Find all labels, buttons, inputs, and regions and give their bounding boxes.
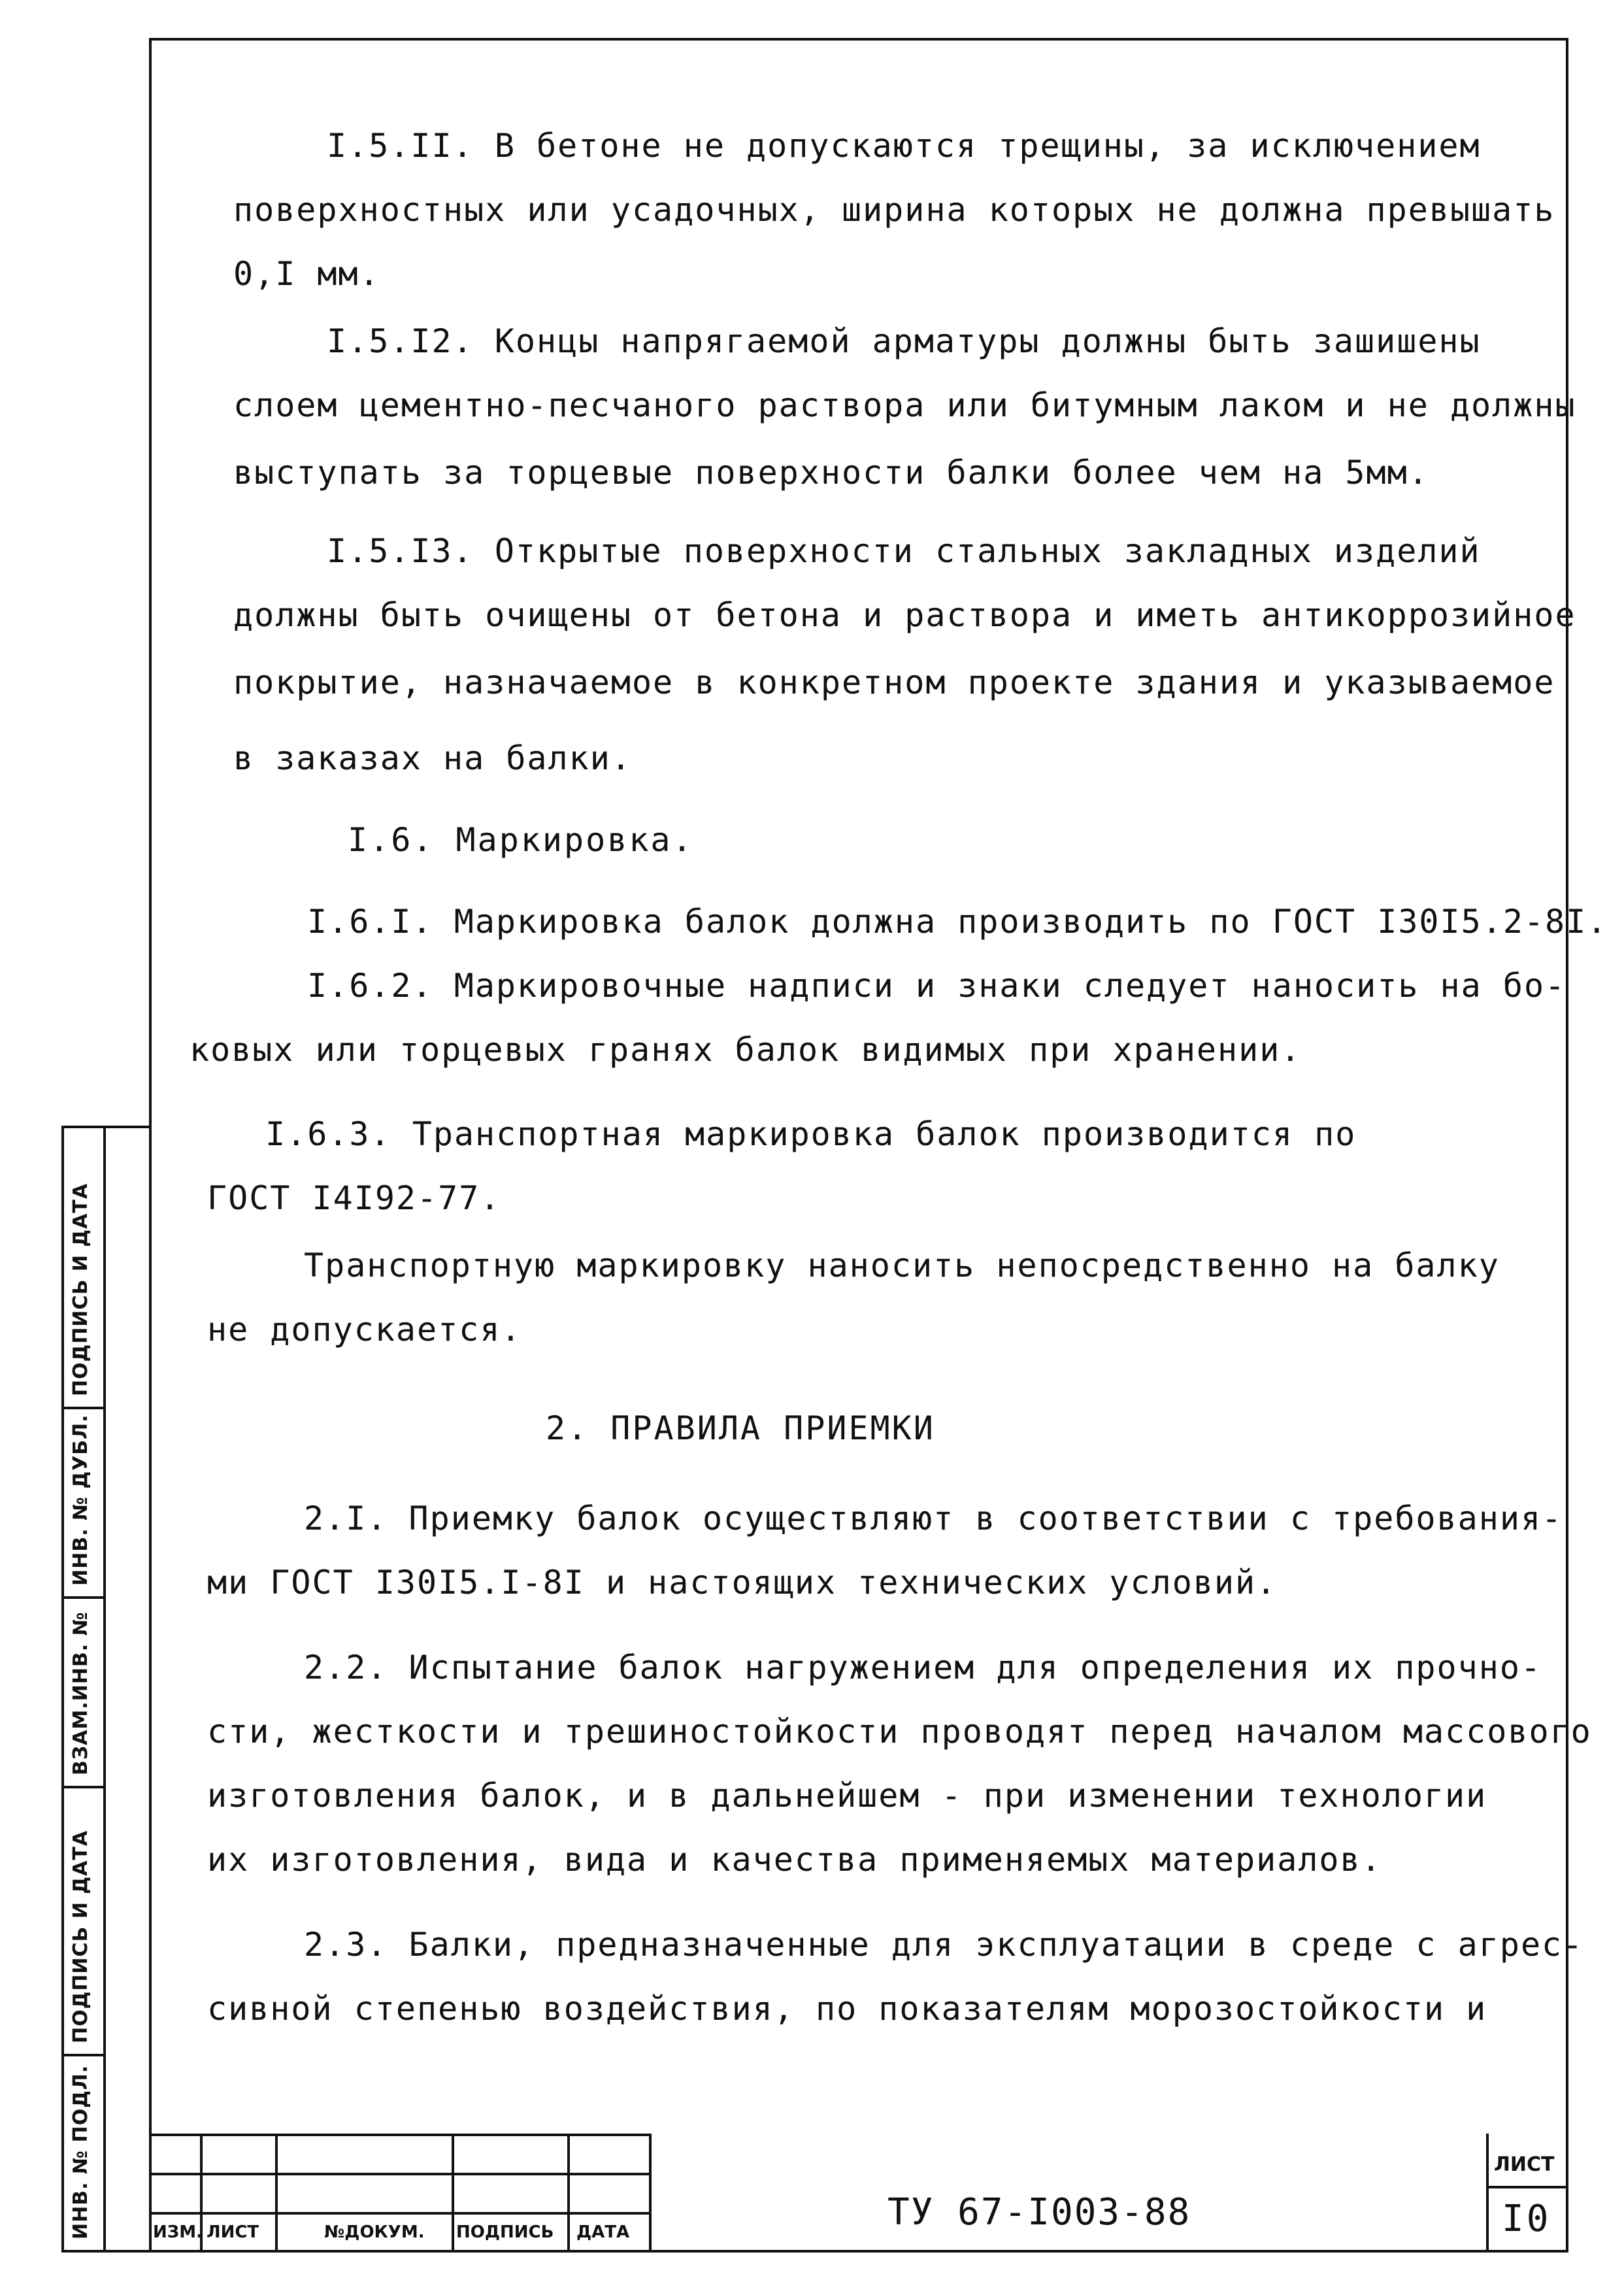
text-line: не допускается. (207, 1311, 522, 1349)
stamp-line (1486, 2134, 1489, 2253)
side-stamp (61, 1126, 149, 2253)
col-doc-label: №ДОКУМ. (324, 2222, 425, 2242)
text-line: 2.3. Балки, предназначенные для эксплуатации в среде с агрес- (304, 1926, 1584, 1964)
side-cell-orig-inv (64, 2056, 103, 2255)
stamp-line (649, 2134, 652, 2253)
sheet-label: ЛИСТ (1494, 2153, 1555, 2176)
col-izm-label: ИЗМ. (153, 2222, 203, 2242)
text-line: ковых или торцевых гранях балок видимых при хранении. (190, 1031, 1302, 1069)
text-line: ми ГОСТ I30I5.I-8I и настоящих технических условий. (207, 1564, 1278, 1601)
side-cell-sign-date-2 (64, 1788, 103, 2056)
col-date-label: ДАТА (576, 2222, 630, 2242)
stamp-line (452, 2134, 454, 2253)
stamp-line (1486, 2186, 1568, 2188)
section-heading: 2. ПРАВИЛА ПРИЕМКИ (546, 1409, 935, 1447)
text-line: I.6.I. Маркировка балок должна производить по ГОСТ I30I5.2-8I. (307, 903, 1608, 941)
side-label: ПОДПИСЬ И ДАТА (69, 1182, 92, 1396)
side-label: ИНВ. № ПОДЛ. (69, 2064, 92, 2239)
side-label: ПОДПИСЬ И ДАТА (69, 1830, 92, 2043)
text-line: должны быть очищены от бетона и раствора и иметь антикоррозийное (233, 596, 1576, 634)
stamp-line (275, 2134, 278, 2253)
col-list-label: ЛИСТ (207, 2222, 259, 2242)
text-line: их изготовления, вида и качества применяемых материалов. (207, 1841, 1382, 1879)
stamp-line (149, 2134, 649, 2136)
sheet-number: I0 (1502, 2198, 1551, 2240)
stamp-line (567, 2134, 570, 2253)
text-line: выступать за торцевые поверхности балки более чем на 5мм. (233, 454, 1429, 492)
text-line: I.6.3. Транспортная маркировка балок производится по (265, 1115, 1357, 1153)
text-line: сивной степенью воздействия, по показателям морозостойкости и (207, 1990, 1487, 2028)
document-code: ТУ 67-I003-88 (887, 2191, 1191, 2234)
text-line: Транспортную маркировку наносить непосредственно на балку (304, 1247, 1500, 1284)
side-label: ИНВ. № ДУБЛ. (69, 1414, 92, 1586)
text-line: I.5.II. В бетоне не допускаются трещины, за исключением (327, 127, 1481, 165)
stamp-line (149, 2173, 649, 2175)
text-line: поверхностных или усадочных, ширина которых не должна превышать (233, 191, 1555, 229)
side-label: ВЗАМ.ИНВ. № (69, 1611, 92, 1775)
text-line: 2.I. Приемку балок осуществляют в соответствии с требования- (304, 1499, 1563, 1537)
text-line: в заказах на балки. (233, 739, 632, 777)
side-cell-repl-inv (64, 1599, 103, 1788)
text-line: сти, жесткости и трешиностойкости проводят перед началом массового (207, 1713, 1592, 1751)
side-cell-dup-inv (64, 1409, 103, 1599)
side-cell-sign-date-1 (64, 1128, 103, 1409)
text-line: 2.2. Испытание балок нагружением для определения их прочно- (304, 1649, 1542, 1686)
text-line: слоем цементно-песчаного раствора или битумным лаком и не должны (233, 386, 1576, 424)
section-heading: I.6. Маркировка. (348, 821, 694, 859)
text-line: покрытие, назначаемое в конкретном проекте здания и указываемое (233, 663, 1555, 701)
text-line: I.5.I3. Открытые поверхности стальных закладных изделий (327, 532, 1481, 570)
side-stamp-divider (103, 1128, 106, 2250)
text-line: I.5.I2. Концы напрягаемой арматуры должны быть зашишены (327, 322, 1481, 360)
text-line: изготовления балок, и в дальнейшем - при изменении технологии (207, 1777, 1487, 1815)
col-sign-label: ПОДПИСЬ (456, 2222, 554, 2242)
stamp-line (149, 2212, 649, 2215)
text-line: ГОСТ I4I92-77. (207, 1179, 501, 1217)
title-block (149, 2134, 1568, 2253)
text-line: 0,I мм. (233, 255, 380, 293)
text-line: I.6.2. Маркировочные надписи и знаки следует наносить на бо- (307, 967, 1566, 1005)
